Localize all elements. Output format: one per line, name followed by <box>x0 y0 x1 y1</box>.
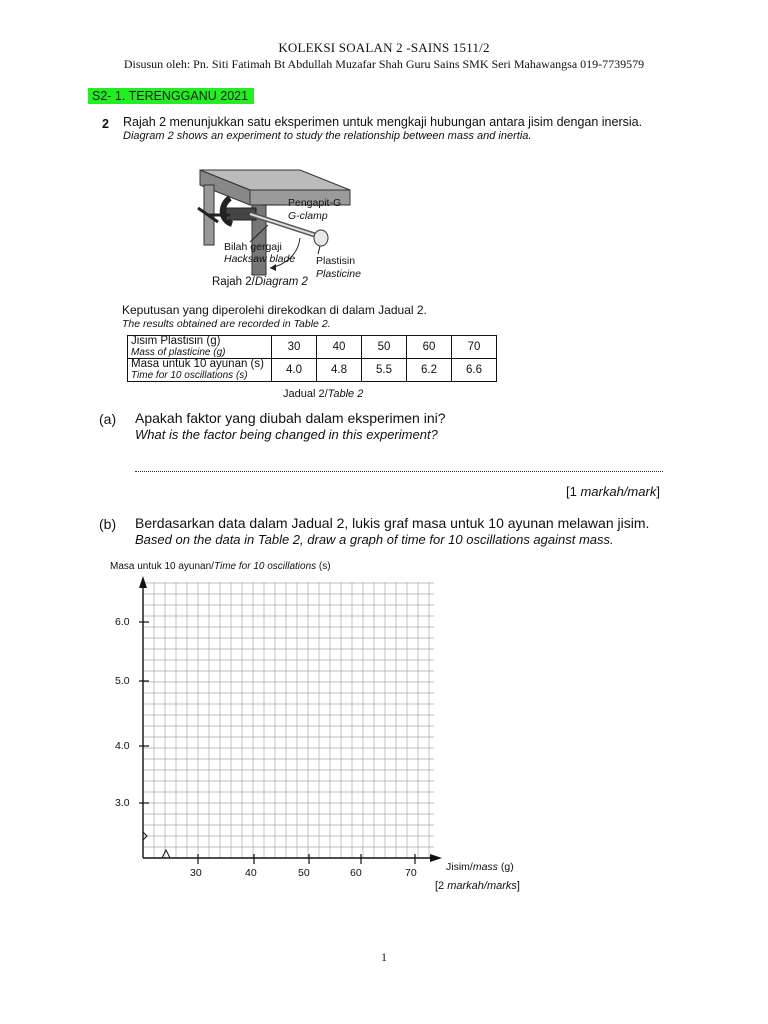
section-tag: S2- 1. TERENGGANU 2021 <box>88 88 254 104</box>
part-b-label: (b) <box>99 516 117 532</box>
blade-label-ms: Bilah gergaji <box>224 241 282 253</box>
diagram-caption-ms: Rajah 2/ <box>212 276 255 288</box>
y-tick-label: 3.0 <box>115 797 130 809</box>
table-caption-en: Table 2 <box>327 388 364 400</box>
graph-grid <box>143 582 434 858</box>
document-title: KOLEKSI SOALAN 2 -SAINS 1511/2 <box>278 40 490 55</box>
x-tick-label: 30 <box>190 867 202 879</box>
graph-x-axis-label-ms: Jisim/ <box>446 861 473 873</box>
part-a-label: (a) <box>99 411 117 427</box>
gclamp-label-en: G-clamp <box>288 210 328 222</box>
gclamp-label-ms: Pengapit-G <box>288 197 342 209</box>
table-cell-mass: 70 <box>452 336 497 359</box>
table-header-time-en: Time for 10 oscillations (s) <box>131 370 248 381</box>
graph-y-axis-label-en: Time for 10 oscillations <box>213 561 317 572</box>
table-cell-time: 4.0 <box>272 359 317 382</box>
table-caption <box>283 388 363 400</box>
table-header-time <box>128 359 272 382</box>
diagram-caption <box>212 276 308 288</box>
table-caption-ms: Jadual 2/ <box>283 388 328 400</box>
part-a-marks <box>566 484 660 499</box>
part-a-marks-close: ] <box>656 484 660 499</box>
graph-x-axis-unit: (g) <box>497 861 514 873</box>
part-b-marks-open: [2 <box>435 880 448 892</box>
graph-paper[interactable] <box>100 572 500 884</box>
results-intro-en: The results obtained are recorded in Table 2. <box>122 318 331 330</box>
answer-line[interactable] <box>135 470 663 472</box>
table-cell-mass: 60 <box>407 336 452 359</box>
graph-y-axis-label-ms: Masa untuk 10 ayunan/ <box>110 561 214 572</box>
graph-ticks <box>139 622 415 864</box>
graph-y-axis-unit: (s) <box>316 561 331 572</box>
table-header-time-ms: Masa untuk 10 ayunan (s) <box>131 358 264 370</box>
table-row <box>128 336 497 359</box>
graph-x-axis-label <box>446 861 514 873</box>
table-cell-time: 5.5 <box>362 359 407 382</box>
x-axis-break-icon <box>162 850 170 858</box>
blade-label-en: Hacksaw blade <box>224 253 296 265</box>
part-b-question-en: Based on the data in Table 2, draw a graph of time for 10 oscillations against mass. <box>135 532 614 547</box>
table-cell-time: 4.8 <box>317 359 362 382</box>
part-b-question-ms: Berdasarkan data dalam Jadual 2, lukis graf masa untuk 10 ayunan melawan jisim. <box>135 515 650 531</box>
question-intro-en: Diagram 2 shows an experiment to study the relationship between mass and inertia. <box>123 130 532 142</box>
x-tick-label: 70 <box>405 867 417 879</box>
page-number: 1 <box>381 950 387 964</box>
y-tick-label: 4.0 <box>115 740 130 752</box>
question-number: 2 <box>102 117 109 131</box>
results-table <box>127 335 497 382</box>
table-cell-mass: 50 <box>362 336 407 359</box>
part-a-marks-open: [1 <box>566 484 581 499</box>
part-a-marks-text: markah/mark <box>580 484 657 499</box>
graph-x-axis-label-en: mass <box>472 861 498 873</box>
part-a-question-ms: Apakah faktor yang diubah dalam eksperimen ini? <box>135 410 446 426</box>
table-cell-time: 6.6 <box>452 359 497 382</box>
graph-y-axis-label <box>110 561 331 572</box>
table-header-mass-en: Mass of plasticine (g) <box>131 347 226 358</box>
x-axis-arrow-icon <box>430 854 442 862</box>
table-cell-time: 6.2 <box>407 359 452 382</box>
part-a-question-en: What is the factor being changed in this experiment? <box>135 427 438 442</box>
plasticine-label-en: Plasticine <box>316 268 361 280</box>
table-row <box>128 359 497 382</box>
part-b-marks-close: ] <box>516 880 520 892</box>
document-author: Disusun oleh: Pn. Siti Fatimah Bt Abdullah Muzafar Shah Guru Sains SMK Seri Mahawangsa 019-7739579 <box>123 57 645 71</box>
diagram-caption-en: Diagram 2 <box>254 276 308 288</box>
x-tick-label: 40 <box>245 867 257 879</box>
table-header-mass-ms: Jisim Plastisin (g) <box>131 335 221 347</box>
x-tick-label: 60 <box>350 867 362 879</box>
table-header-mass <box>128 336 272 359</box>
results-intro-ms: Keputusan yang diperolehi direkodkan di dalam Jadual 2. <box>122 303 427 317</box>
x-tick-label: 50 <box>298 867 310 879</box>
question-intro-ms: Rajah 2 menunjukkan satu eksperimen untuk mengkaji hubungan antara jisim dengan inersia. <box>123 115 643 129</box>
part-b-marks-text: markah/marks <box>447 880 517 892</box>
y-tick-label: 6.0 <box>115 616 130 628</box>
plasticine-label-ms: Plastisin <box>316 255 356 267</box>
y-tick-label: 5.0 <box>115 675 130 687</box>
table-cell-mass: 40 <box>317 336 362 359</box>
y-axis-arrow-icon <box>139 576 147 588</box>
part-b-marks <box>435 880 520 892</box>
table-cell-mass: 30 <box>272 336 317 359</box>
